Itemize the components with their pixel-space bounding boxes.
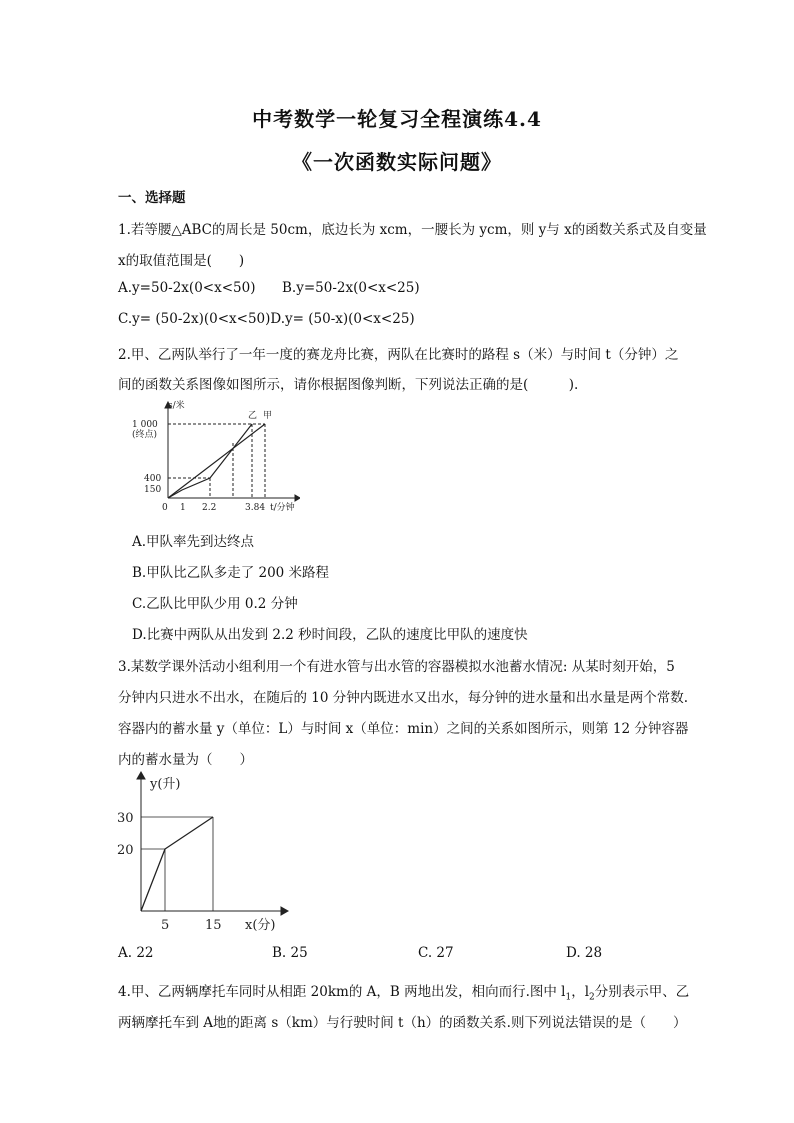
tick-15: 15 [205,918,222,933]
water-level-line [141,817,213,911]
q4-sub-1: 1 [565,992,572,1003]
q3-stem-line1: 3.某数学课外活动小组利用一个有进水管与出水管的容器模拟水池蓄水情况: 从某时刻开始，5 [118,659,675,675]
q3-option-c: C. 27 [418,945,454,961]
tick-5: 5 [161,918,170,933]
q1-stem-line2: x的取值范围是( ) [118,253,245,269]
q4-text-c: 分别表示甲、乙 [594,984,690,1000]
page-title: 中考数学一轮复习全程演练4.4 [252,107,542,131]
label-yi: 乙 [248,411,258,421]
section-heading: 一、选择题 [118,190,186,206]
q2-race-graph [130,398,300,520]
q2-option-b: B.甲队比乙队多走了 200 米路程 [132,565,330,581]
q4-text-a: 4.甲、乙两辆摩托车同时从相距 20km的 A，B 两地出发，相向而行.图中 l [118,984,566,1000]
q4-stem-line2: 两辆摩托车到 A地的距离 s（km）与行驶时间 t（h）的函数关系.则下列说法错误的是（ ） [118,1015,687,1031]
axis-label-t: t/分钟 [270,503,295,513]
q3-water-graph [112,770,292,935]
tick-384: 3.84 [245,503,266,513]
axis-label-x: x(分) [245,918,276,933]
line-yi [168,424,252,498]
tick-finish: (终点) [132,430,158,440]
tick-1: 1 [180,503,186,513]
q3-option-b: B. 25 [272,945,308,961]
tick-22: 2.2 [202,503,217,513]
q1-stem-line1: 1.若等腰△ABC的周长是 50cm，底边长为 xcm，一腰长为 ycm，则 y与 x的函数关系式及自变量 [118,222,707,238]
q2-stem-line1: 2.甲、乙两队举行了一年一度的赛龙舟比赛，两队在比赛时的路程 s（米）与时间 t（分钟）之 [118,347,679,363]
q1-option-a: A.y=50-2x(0<x<50) [118,280,256,296]
q4-stem-line1 [118,980,689,1003]
page-subtitle: 《一次函数实际问题》 [292,150,502,174]
q2-option-d: D.比赛中两队从出发到 2.2 秒时间段，乙队的速度比甲队的速度快 [132,627,528,643]
label-jia: 甲 [263,411,273,421]
q3-stem-line4: 内的蓄水量为（ ） [118,752,253,768]
q2-option-a: A.甲队率先到达终点 [132,534,255,550]
q4-text-b: ，l [571,984,590,1000]
q4-sub-2: 2 [589,992,595,1003]
line-jia [168,424,265,498]
q2-option-c: C.乙队比甲队少用 0.2 分钟 [132,596,298,612]
q3-stem-line3: 容器内的蓄水量 y（单位：L）与时间 x（单位：min）之间的关系如图所示，则第 12 分钟容器 [118,721,689,737]
tick-origin: 0 [162,503,168,513]
q2-stem-line2: 间的函数关系图像如图所示，请你根据图像判断，下列说法正确的是( ). [118,377,579,393]
q1-option-b: B.y=50-2x(0<x<25) [282,280,420,296]
tick-150: 150 [144,485,162,495]
q3-option-d: D. 28 [566,945,603,961]
tick-30: 30 [117,811,134,826]
axis-label-s: s/米 [168,401,185,411]
tick-1000: 1 000 [132,420,158,430]
q1-option-c-d: C.y= (50-2x)(0<x<50)D.y= (50-x)(0<x<25) [118,311,415,327]
tick-20: 20 [117,843,134,858]
x-axis-arrow [295,495,300,501]
q3-stem-line2: 分钟内只进水不出水，在随后的 10 分钟内既进水又出水，每分钟的进水量和出水量是两个常数. [118,690,689,706]
x-axis-arrow [281,907,288,915]
q3-option-a: A. 22 [118,945,154,961]
tick-400: 400 [144,474,162,484]
y-axis-arrow [137,772,145,779]
axis-label-y: y(升) [150,777,181,792]
